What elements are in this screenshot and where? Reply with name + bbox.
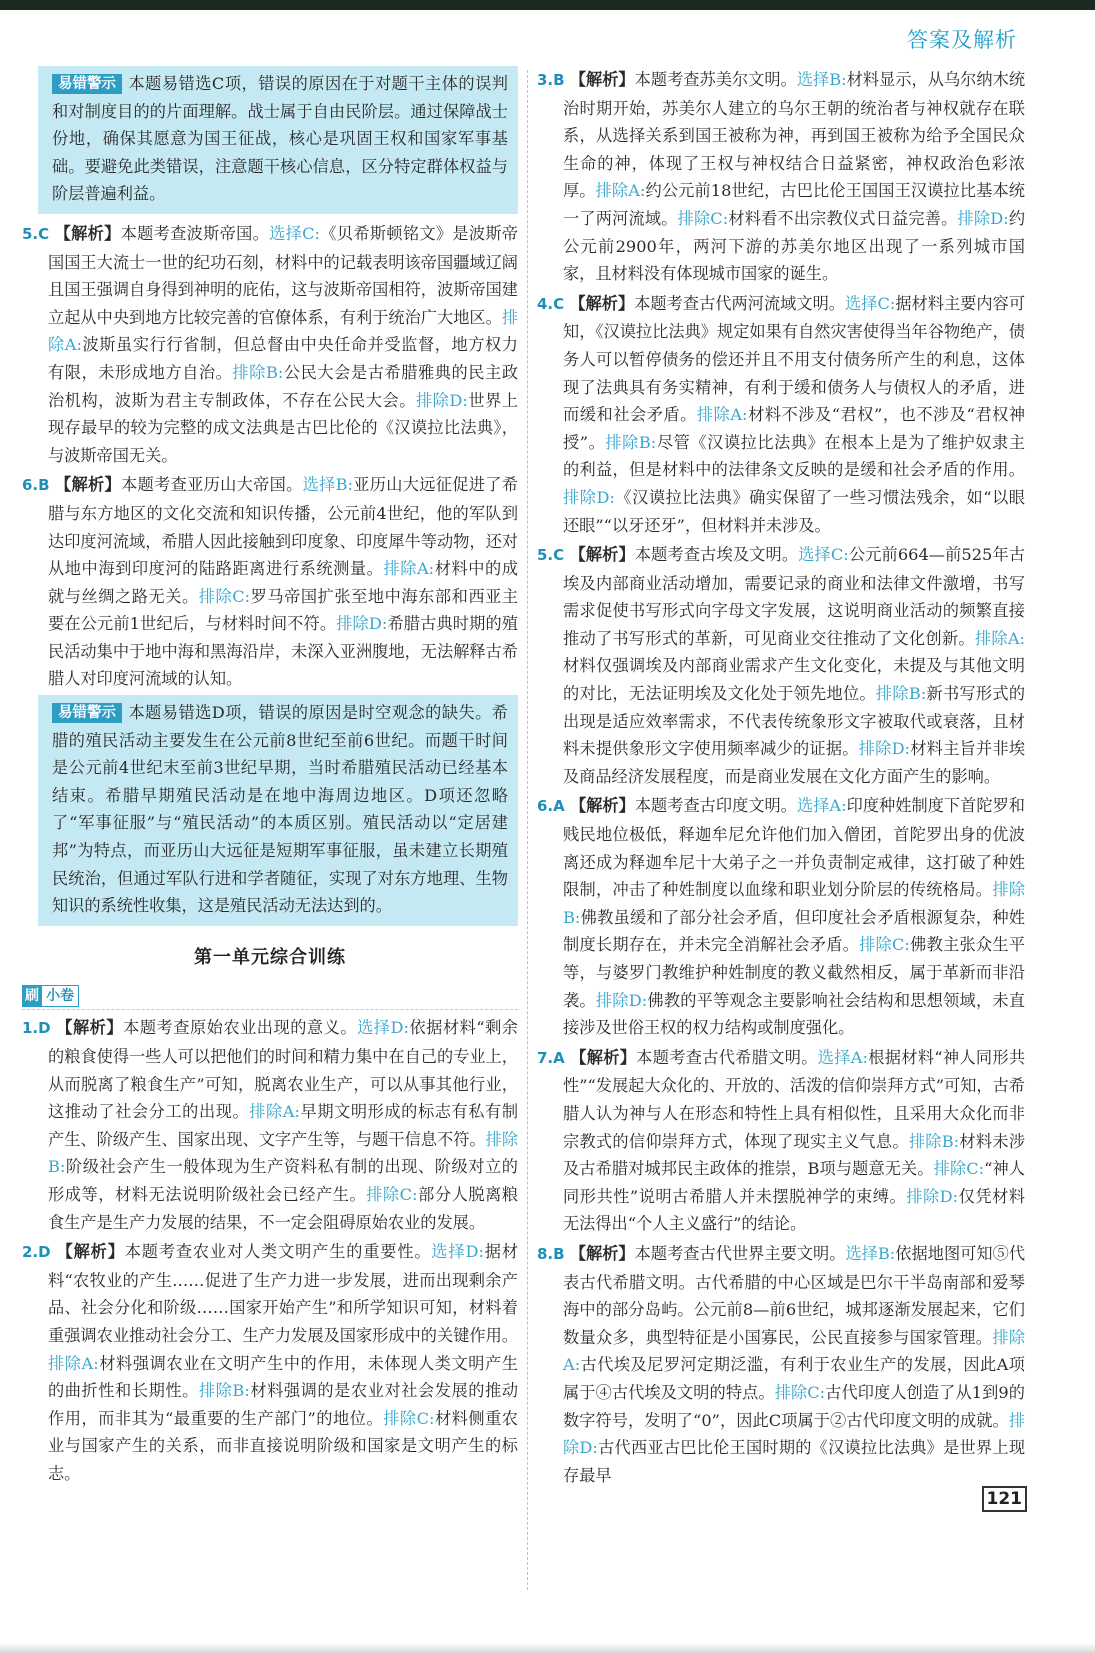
option-keyword: 排除B: <box>563 880 1026 927</box>
answer-item <box>537 66 1025 288</box>
analysis-label: 【解析】 <box>569 293 635 313</box>
explanation-text: 依据材料“剩余的粮食使得一些人可以把他们的时间和精力集中在自己的专业上，从而脱离了粮食生产”可知，脱离农业生产，可以从事其他行业，这推动了社会分工的出现。 <box>48 1018 518 1122</box>
analysis-label: 【解析】 <box>570 1047 637 1067</box>
page-header-title: 答案及解析 <box>907 28 1017 52</box>
answer-item <box>22 1238 518 1487</box>
explanation-text: 早期文明形成的标志有私有制产生、阶级产生、国家出现、文字产生等，与题干信息不符。 <box>48 1102 519 1149</box>
section-title: 第一单元综合训练 <box>194 946 346 968</box>
analysis-label: 【解析】 <box>54 223 121 243</box>
option-keyword: 选择D: <box>431 1242 484 1262</box>
answer-item <box>537 541 1025 790</box>
answer-item <box>537 1240 1025 1489</box>
answer-item <box>22 220 518 469</box>
page-number: 121 <box>982 1486 1028 1512</box>
explanation-text: 仅凭材料无法得出“个人主义盛行”的结论。 <box>563 1186 1025 1234</box>
option-keyword: 选择B: <box>302 475 353 495</box>
question-number: 5.C <box>22 224 50 243</box>
explanation-text: 新书写形式的出现是适应效率需求，不代表传统象形文字被取代或衰落，且材料未提供象形文字使用频率减少的证据。 <box>563 684 1026 759</box>
explanation-text: 尽管《汉谟拉比法典》在根本上是为了维护奴隶主的利益，但是材料中的法律条文反映的是缓和社会矛盾的作用。 <box>563 432 1025 480</box>
explanation-text: 本题考查古代世界主要文明。 <box>634 1243 846 1263</box>
question-number: 2.D <box>22 1243 51 1262</box>
explanation-text: 材料不涉及“君权”，也不涉及“君权神授”。 <box>563 405 1026 452</box>
explanation-text: 材料未涉及古希腊对城邦民主政体的推崇，B项与题意无关。 <box>563 1131 1026 1179</box>
analysis-label: 【解析】 <box>56 1018 124 1038</box>
option-keyword: 排除D: <box>563 487 615 507</box>
option-keyword: 排除D: <box>336 614 388 634</box>
question-number: 6.A <box>537 797 565 816</box>
option-keyword: 排除A: <box>48 1353 99 1373</box>
explanation-text: “神人同形共性”说明古希腊人并未摆脱神学的束缚。 <box>563 1159 1025 1206</box>
option-keyword: 排除A: <box>696 405 748 425</box>
explanation-text: 佛教的平等观念主要影响社会结构和思想领域，未直接涉及世俗王权的权力结构或制度强化。 <box>563 990 1026 1038</box>
explanation-text: 本题考查古代希腊文明。 <box>636 1047 818 1067</box>
option-keyword: 排除D: <box>563 1410 1025 1458</box>
analysis-label: 【解析】 <box>569 70 635 89</box>
explanation-text: 本题考查原始农业出现的意义。 <box>123 1018 358 1038</box>
option-keyword: 排除C: <box>859 935 910 955</box>
subsection-header <box>22 981 518 1010</box>
explanation-text: 公元前664—前525年古埃及内部商业活动增加，需要记录的商业和法律文件激增，书写需求促使书写形式向字母文字发展，这说明商业活动的频繁直接推动了书写形式的革新，可见商业交往推动了文化创新。 <box>563 545 1026 648</box>
option-keyword: 排除D: <box>858 739 911 759</box>
question-number: 6.B <box>22 476 50 495</box>
answer-item <box>537 1044 1025 1238</box>
option-keyword: 排除D: <box>957 208 1009 228</box>
explanation-text: 阶级社会产生一般体现为生产资料私有制的出现、阶级对立的形成等，材料无法说明阶级社会已经产生。 <box>48 1157 518 1204</box>
analysis-label: 【解析】 <box>569 796 635 816</box>
option-keyword: 排除B: <box>908 1131 960 1151</box>
subsection-label: 小卷 <box>42 985 79 1007</box>
right-column <box>537 66 1025 1491</box>
option-keyword: 排除B: <box>605 432 657 452</box>
explanation-text: 《汉谟拉比法典》确实保留了一些习惯法残余，如“以眼还眼”“以牙还牙”，但材料并未涉及。 <box>563 487 1025 535</box>
explanation-text: 公民大会是古希腊雅典的民主政治机构，波斯为君主专制政体，不存在公民大会。 <box>48 362 519 410</box>
explanation-text: 部分人脱离粮食生产是生产力发展的结果，不一定会阻碍原始农业的发展。 <box>48 1184 519 1232</box>
option-keyword: 选择A: <box>817 1047 868 1067</box>
option-keyword: 排除A: <box>595 181 646 201</box>
option-keyword: 排除A: <box>249 1102 300 1122</box>
explanation-text: 约公元前18世纪，古巴比伦王国国王汉谟拉比基本统一了两河流域。 <box>563 181 1025 228</box>
left-column <box>22 66 518 1490</box>
explanation-text: 材料中的成就与丝绸之路无关。 <box>48 559 519 606</box>
explanation-text: 希腊古典时期的殖民活动集中于地中海和黑海沿岸，未深入亚洲腹地，无法解释古希腊人对印度河流域的认知。 <box>48 614 518 689</box>
explanation-text: 材料侧重农业与国家产生的关系，而非直接说明阶级和国家是文明产生的标志。 <box>48 1408 518 1483</box>
explanation-text: 世界上现存最早的较为完整的成文法典是古巴比伦的《汉谟拉比法典》，与波斯帝国无关。 <box>48 390 519 465</box>
column-divider <box>527 70 528 1590</box>
explanation-text: 本题考查古代两河流域文明。 <box>634 293 846 313</box>
explanation-text: 材料强调的是农业对社会发展的推动作用，而非其为“最重要的生产部门”的地位。 <box>48 1381 519 1428</box>
explanation-text: 材料看不出宗教仪式日益完善。 <box>728 208 958 228</box>
error-warning-badge: 易错警示 <box>52 703 122 723</box>
option-keyword: 排除B: <box>232 362 284 382</box>
option-keyword: 排除B: <box>48 1129 519 1177</box>
explanation-text: 约公元前2900年，两河下游的苏美尔地区出现了一系列城市国家，且材料没有体现城市国家的诞生。 <box>563 208 1026 284</box>
explanation-text: 本题考查古印度文明。 <box>634 796 797 816</box>
explanation-text: 据材料“农牧业的产生……促进了生产力进一步发展，进而出现剩余产品、社会分化和阶级……国家开始产生”和所学知识可知，材料着重强调农业推动社会分工、生产力发展及国家形成中的关键作用。 <box>48 1242 519 1345</box>
answer-list <box>22 220 518 693</box>
analysis-label: 【解析】 <box>569 1243 635 1263</box>
option-keyword: 选择C: <box>798 545 849 565</box>
option-keyword: 排除D: <box>595 990 648 1010</box>
option-keyword: 排除B: <box>875 684 927 704</box>
explanation-text: 材料强调农业在文明产生中的作用，未体现人类文明产生的曲折性和长期性。 <box>48 1353 519 1401</box>
question-number: 7.A <box>537 1048 565 1067</box>
option-keyword: 排除A: <box>48 307 518 355</box>
option-keyword: 排除C: <box>198 586 251 606</box>
analysis-label: 【解析】 <box>56 1242 125 1262</box>
answer-item <box>22 1014 518 1236</box>
option-keyword: 选择B: <box>845 1243 896 1263</box>
question-number: 4.C <box>537 294 565 313</box>
explanation-text: 本题考查古埃及文明。 <box>634 545 799 565</box>
error-warning-box <box>38 695 518 926</box>
error-warning-text: 本题易错选C项，错误的原因在于对题干主体的误判和对制度目的的片面理解。战士属于自由民阶层。通过保障战士份地，确保其愿意为国王征战，核心是巩固王权和国家军事基础。要避免此类错误，注意题干核心信息，区分特定群体权益与阶层普遍利益。 <box>52 74 508 204</box>
explanation-text: 亚历山大远征促进了希腊与东方地区的文化交流和知识传播，公元前4世纪，他的军队到达印度河流域，希腊人因此接触到印度象、印度犀牛等动物，还对从地中海到印度河的陆路距离进行系统测量。 <box>48 475 519 579</box>
option-keyword: 排除B: <box>198 1381 250 1401</box>
explanation-text: 印度种姓制度下首陀罗和贱民地位极低，释迦牟尼允许他们加入僧团，首陀罗出身的优波离还成为释迦牟尼十大弟子之一并负责制定戒律，这打破了种姓限制，冲击了种姓制度以血缘和职业划分阶层的传统格局。 <box>563 796 1025 900</box>
subsection-badge: 刷 <box>22 985 42 1007</box>
explanation-text: 佛教主张众生平等，与婆罗门教维护种姓制度的教义截然相反，属于革新而非沿袭。 <box>563 935 1026 1010</box>
explanation-text: 根据材料“神人同形共性”“发展起大众化的、开放的、活泼的信仰崇拜方式”可知，古希腊人认为神与人在形态和特性上具有相似性，且采用大众化而非宗教式的信仰崇拜方式，体现了现实主义气息。 <box>563 1047 1026 1151</box>
option-keyword: 选择C: <box>845 293 896 313</box>
answer-list <box>22 1014 518 1487</box>
option-keyword: 排除A: <box>563 1327 1026 1375</box>
explanation-text: 罗马帝国扩张至地中海东部和西亚主要在公元前1世纪后，与材料时间不符。 <box>48 586 519 634</box>
option-keyword: 选择A: <box>797 796 847 816</box>
answer-item <box>22 471 518 693</box>
option-keyword: 排除A: <box>383 559 435 579</box>
option-keyword: 排除C: <box>774 1382 826 1402</box>
question-number: 3.B <box>537 71 565 89</box>
option-keyword: 选择D: <box>357 1018 409 1038</box>
explanation-text: 本题考查农业对人类文明产生的重要性。 <box>124 1242 432 1262</box>
answer-item <box>537 290 1025 539</box>
option-keyword: 选择B: <box>796 70 847 89</box>
answer-item <box>537 792 1025 1041</box>
explanation-text: 材料主旨并非埃及商品经济发展程度，而是商业发展在文化方面产生的影响。 <box>563 739 1026 786</box>
analysis-label: 【解析】 <box>569 545 635 565</box>
option-keyword: 排除D: <box>415 390 468 410</box>
error-warning-box <box>38 66 518 214</box>
option-keyword: 排除C: <box>933 1159 985 1179</box>
explanation-text: 依据地图可知⑤代表古代希腊文明。古代希腊的中心区域是巴尔干半岛南部和爱琴海中的部分岛屿。公元前8—前6世纪，城邦逐渐发展起来，它们数量众多，典型特征是小国寡民，公民直接参与国家管理。 <box>563 1243 1026 1347</box>
bottom-edge-shadow <box>0 1643 1095 1653</box>
question-number: 5.C <box>537 546 565 565</box>
explanation-text: 古代西亚古巴比伦王国时期的《汉谟拉比法典》是世界上现存最早 <box>563 1438 1026 1485</box>
question-number: 1.D <box>22 1019 51 1038</box>
explanation-text: 佛教虽缓和了部分社会矛盾，但印度社会矛盾根源复杂，种姓制度长期存在，并未完全消解社会矛盾。 <box>563 907 1025 955</box>
error-warning-text: 本题易错选D项，错误的原因是时空观念的缺失。希腊的殖民活动主要发生在公元前8世纪至前6世纪。而题干时间是公元前4世纪末至前3世纪早期，当时希腊殖民活动已经基本结束。希腊早期殖民活动是在地中海周边地区。D项还忽略了“军事征服”与“殖民活动”的本质区别。殖民活动以“定居建邦”为特点，而亚历山大远征是短期军事征服，虽未建立长期殖民统治，但通过军队行进和学者随征，实现了对东方地理、生物知识的系统性收集，这是殖民活动无法达到的。 <box>52 703 508 916</box>
error-warning-badge: 易错警示 <box>52 74 122 94</box>
option-keyword: 排除D: <box>906 1186 959 1206</box>
explanation-text: 波斯虽实行行省制，但总督由中央任命并受监督，地方权力有限，未形成地方自治。 <box>48 335 518 382</box>
answer-list <box>537 66 1025 1489</box>
explanation-text: 据材料主要内容可知，《汉谟拉比法典》规定如果有自然灾害使得当年谷物绝产，债务人可以暂停债务的偿还并且不用支付债务所产生的利息，这体现了法典具有务实精神，有利于缓和债务人与债权人的矛盾，进而缓和社会矛盾。 <box>563 293 1026 425</box>
explanation-text: 材料仅强调埃及内部商业需求产生文化变化，未提及与其他文明的对比，无法证明埃及文化处于领先地位。 <box>563 656 1025 704</box>
explanation-text: 《贝希斯顿铭文》是波斯帝国国王大流士一世的纪功石刻，材料中的记载表明该帝国疆域辽阔且国王强调自身得到神明的庇佑，这与波斯帝国相符，波斯帝国建立起从中央到地方比较完善的官僚体系，有利于统治广大地区。 <box>48 223 519 327</box>
explanation-text: 古代埃及尼罗河定期泛滥，有利于农业生产的发展，因此A项属于④古代埃及文明的特点。 <box>563 1355 1025 1402</box>
explanation-text: 古代印度人创造了从1到9的数字符号，发明了“0”，因此C项属于②古代印度文明的成就。 <box>563 1382 1025 1430</box>
option-keyword: 排除A: <box>974 628 1025 648</box>
explanation-text: 本题考查苏美尔文明。 <box>634 70 797 89</box>
option-keyword: 排除C: <box>677 208 729 228</box>
analysis-label: 【解析】 <box>55 475 122 495</box>
option-keyword: 排除C: <box>383 1408 435 1428</box>
option-keyword: 排除C: <box>366 1184 418 1204</box>
question-number: 8.B <box>537 1244 565 1263</box>
explanation-text: 本题考查波斯帝国。 <box>120 223 270 243</box>
explanation-text: 本题考查亚历山大帝国。 <box>121 475 303 495</box>
explanation-text: 材料显示，从乌尔纳木统治时期开始，苏美尔人建立的乌尔王朝的统治者与神权就存在联系，从选择关系到国王被称为神，再到国王被称为给予全国民众生命的神，体现了王权与神权结合日益紧密，神权政治色彩浓厚。 <box>563 70 1026 201</box>
top-edge-band <box>0 0 1095 10</box>
option-keyword: 选择C: <box>269 223 320 243</box>
